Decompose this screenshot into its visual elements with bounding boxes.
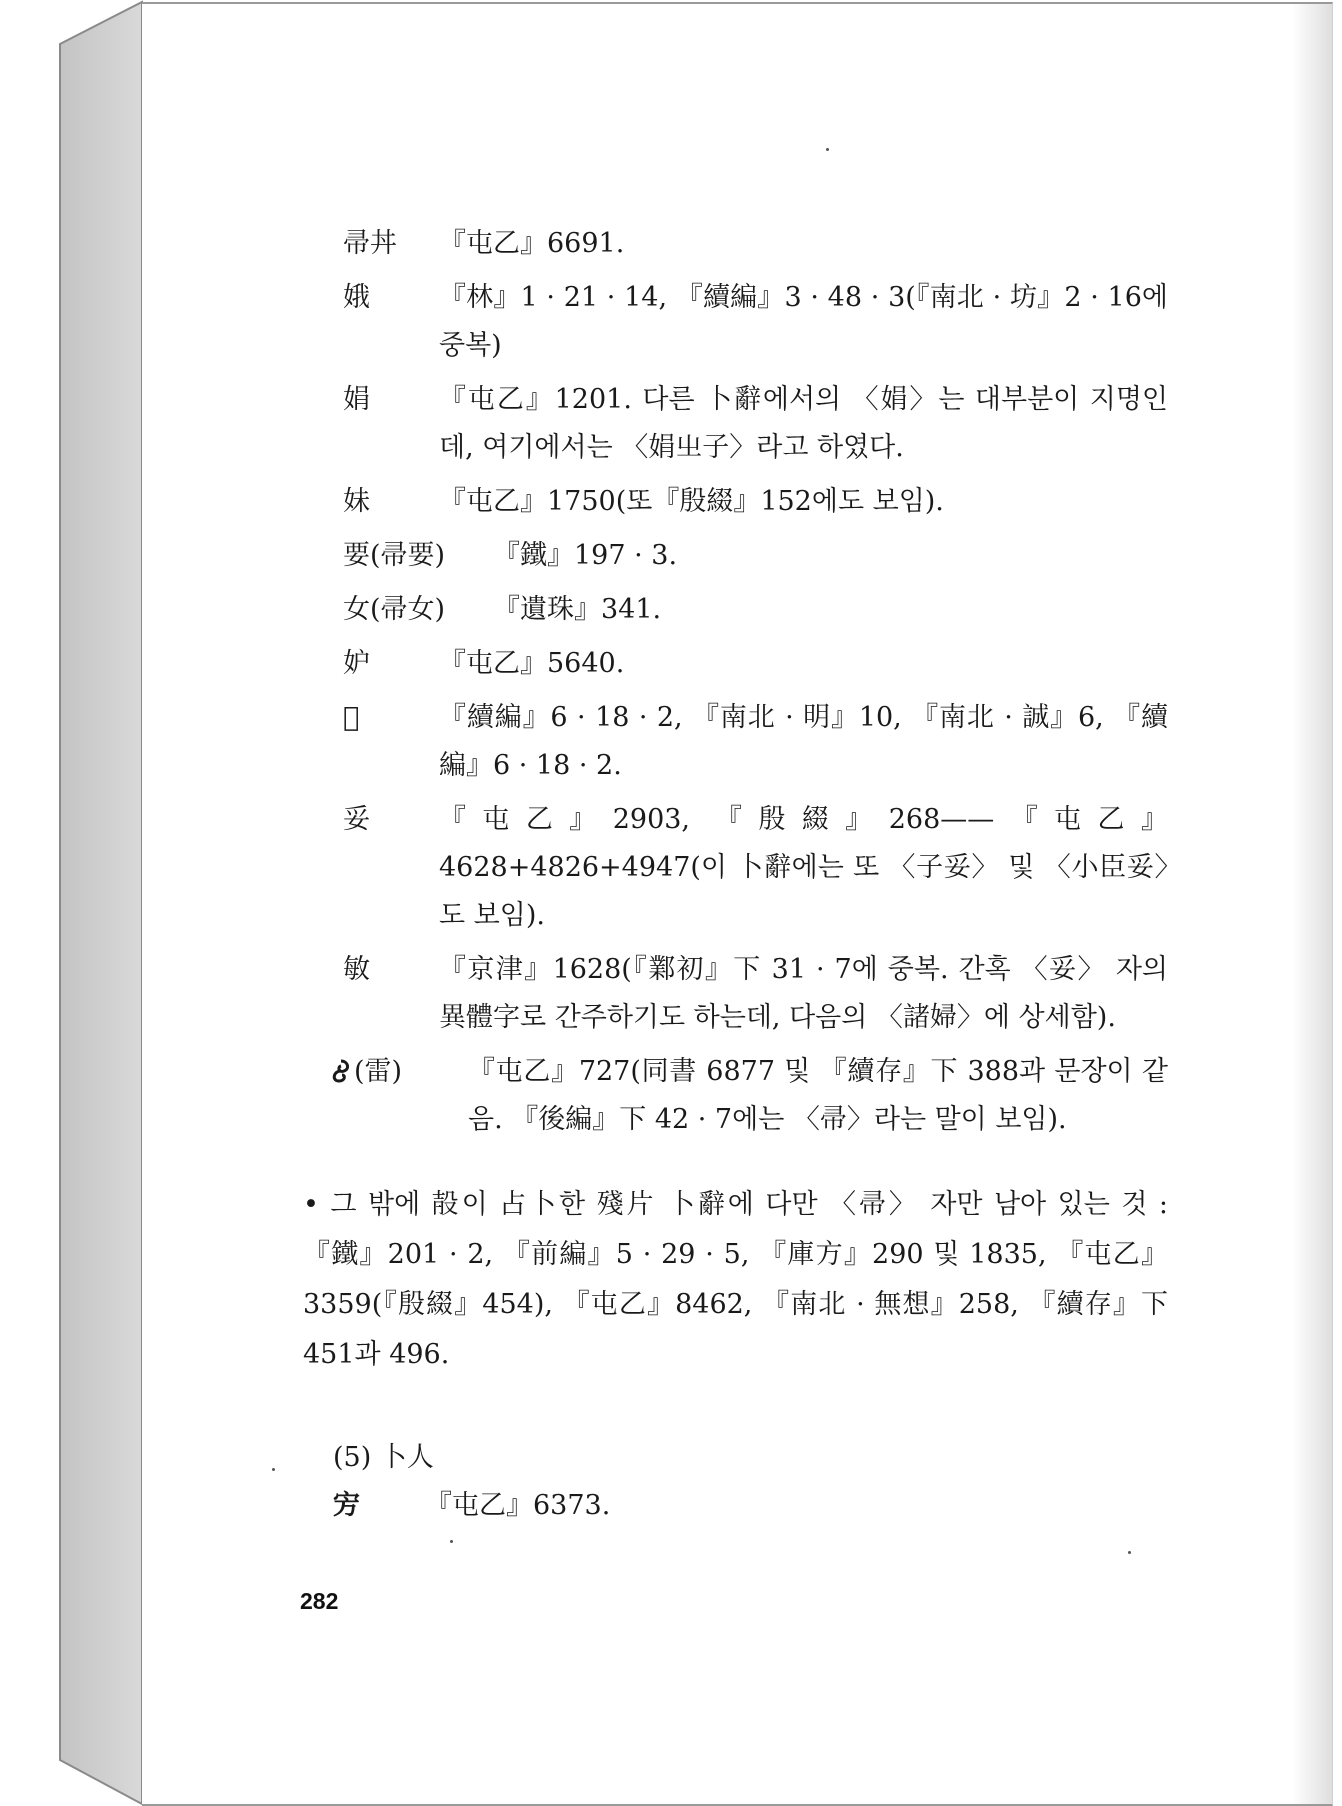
entry-head: 敏	[343, 954, 370, 985]
page-gutter-shadow	[1292, 4, 1332, 1804]
entry-source: 『林』1 · 21 · 14, 『續編』3 · 48 · 3(『南北 · 坊』2 · 16에 중복)	[439, 282, 1168, 361]
entry-row	[343, 640, 1168, 688]
entry-source: 『屯乙』5640.	[439, 648, 625, 679]
entry-row	[343, 586, 1168, 634]
entry-row	[343, 946, 1168, 1042]
entry-head: 妒	[343, 648, 370, 679]
entry-head: 女(帚女)	[343, 594, 446, 625]
entry-row	[343, 376, 1168, 472]
entry-source: 『京津』1628(『鄴初』下 31 · 7에 중복. 간혹 〈妥〉 자의 異體字로 간주하기도 하는데, 다음의 〈諸婦〉에 상세함).	[439, 954, 1168, 1033]
scan-speck	[826, 148, 829, 151]
entry-row	[343, 796, 1168, 940]
entry-source: 『鐵』197 · 3.	[493, 540, 678, 571]
scan-speck	[450, 1540, 453, 1543]
entry-source: 『屯乙』6373.	[425, 1490, 611, 1521]
entry-source: 『屯乙』1750(또『殷綴』152에도 보임).	[439, 486, 944, 517]
entry-row	[343, 274, 1168, 370]
entry-row	[328, 1048, 1168, 1144]
entry-head: 妹	[343, 486, 370, 517]
book-spine-edge	[0, 0, 145, 1806]
entry-row	[343, 694, 1168, 790]
note-paragraph: • 그 밖에 㱿이 占卜한 殘片 卜辭에 다만 〈帚〉 자만 남아 있는 것 : 『鐵』201 · 2, 『前編』5 · 29 · 5, 『庫方』290 및 1835, 『屯乙』3359(『殷綴』454), 『屯乙』8462, 『南北 · 無想』258, 『續存』下 451과 496.	[303, 1189, 1168, 1370]
entry-source: 『屯乙』6691.	[439, 228, 625, 259]
page-content	[158, 220, 1168, 1536]
scan-speck	[1128, 1551, 1131, 1554]
entry-source: 『屯乙』2903, 『殷綴』268——『屯乙』4628+4826+4947(이 卜辭에는 또 〈子妥〉 및 〈小臣妥〉도 보임).	[439, 804, 1168, 931]
entry-head: 帚丼	[343, 228, 397, 259]
entry-head: 娥	[343, 282, 370, 313]
entry-row	[343, 220, 1168, 268]
entry-source: 『遺珠』341.	[493, 594, 662, 625]
entry-source: 『屯乙』1201. 다른 卜辭에서의 〈娟〉는 대부분이 지명인데, 여기에서는 〈娟㞢子〉라고 하였다.	[439, 384, 1168, 463]
entry-head: 要(帚要)	[343, 540, 446, 571]
entry-row	[343, 532, 1168, 580]
entry-row	[343, 478, 1168, 526]
entry-head: (雷)	[328, 1048, 468, 1144]
entry-head: 𡚬	[343, 702, 360, 733]
entry-source: 『續編』6 · 18 · 2, 『南北 · 明』10, 『南北 · 誠』6, 『續編』6 · 18 · 2.	[439, 702, 1168, 781]
entry-source: 『屯乙』727(同書 6877 및 『續存』下 388과 문장이 같음. 『後編』下 42 · 7에는 〈帚〉라는 말이 보임).	[468, 1056, 1168, 1135]
entry-head: 㝑	[333, 1490, 360, 1521]
page-number: 282	[300, 1588, 339, 1614]
entry-row	[333, 1482, 1168, 1530]
section-heading: (5) 卜人	[333, 1442, 434, 1473]
entry-head: 妥	[343, 804, 370, 835]
entry-head: 娟	[343, 384, 370, 415]
spiral-glyph-icon	[328, 1057, 354, 1085]
